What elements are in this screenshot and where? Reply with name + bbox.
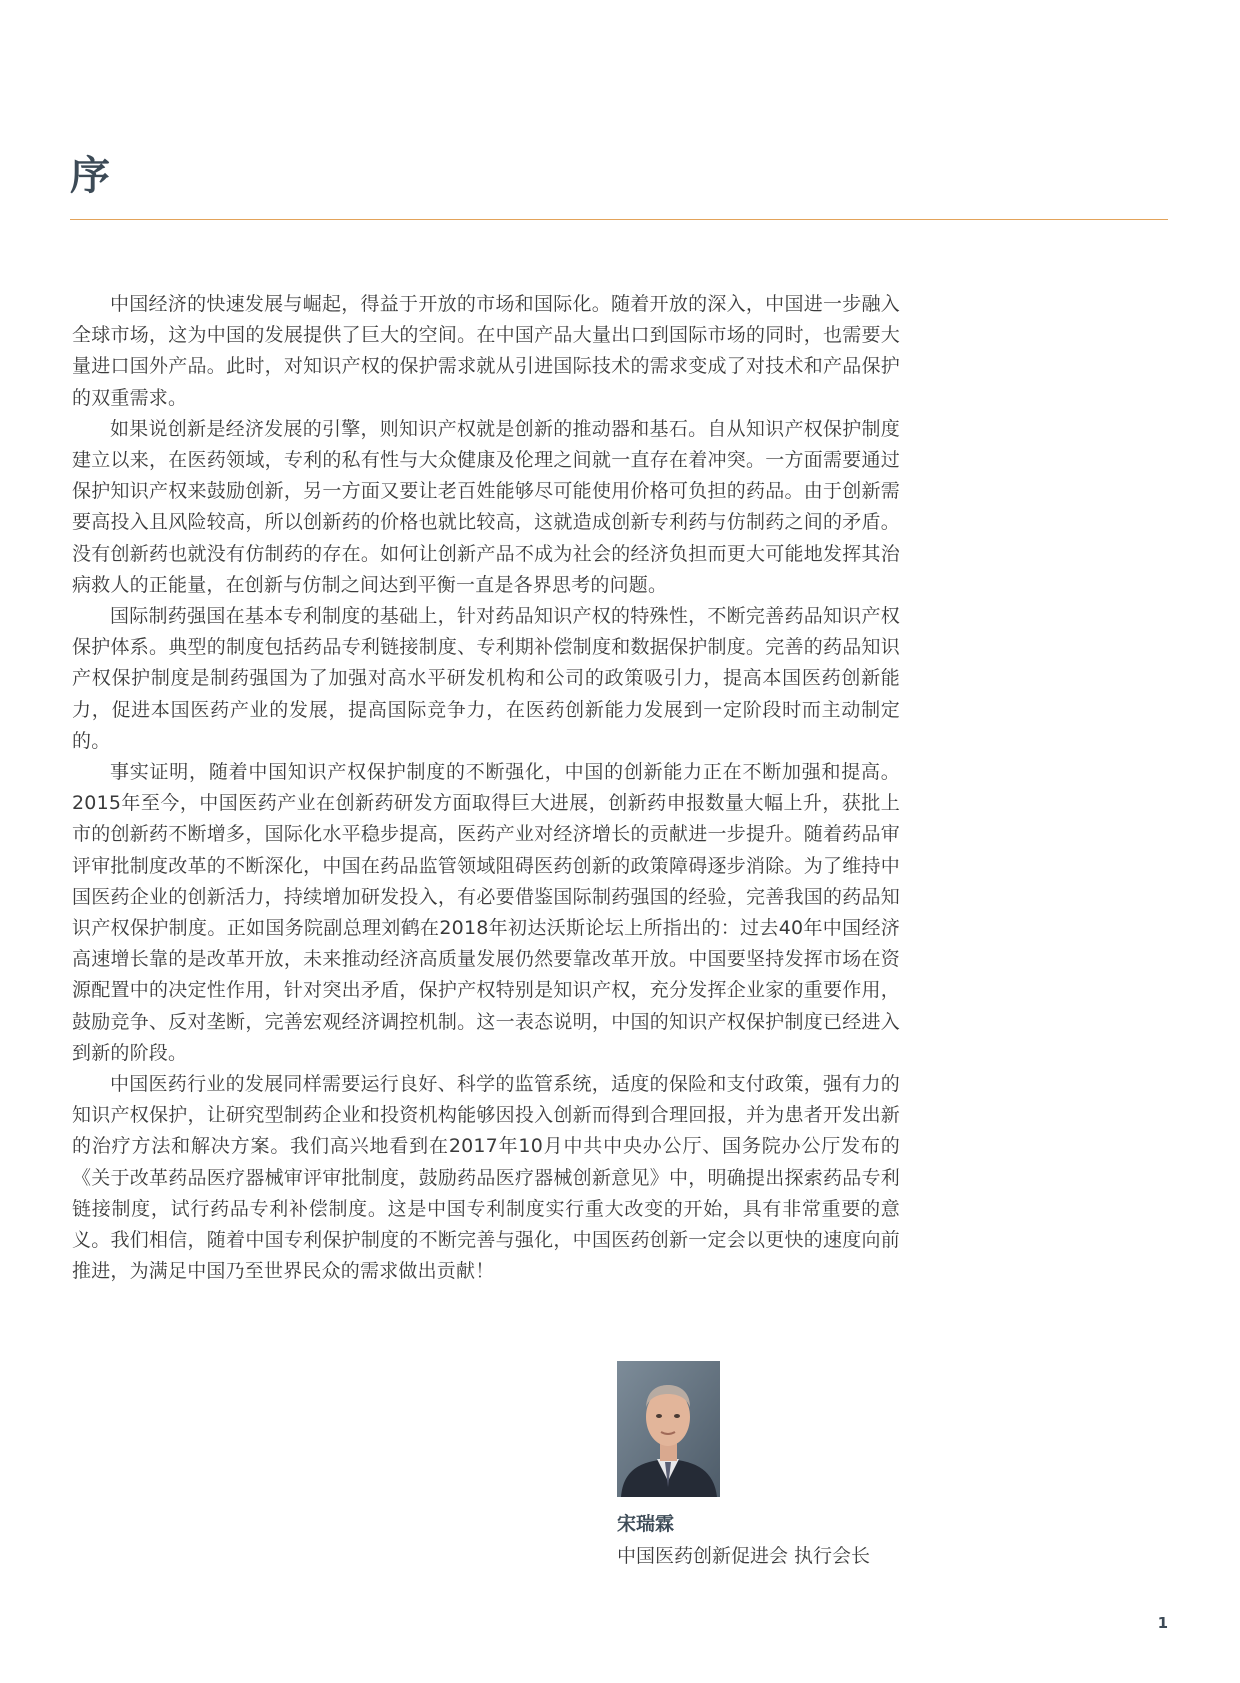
- author-portrait: [617, 1361, 720, 1497]
- author-name: 宋瑞霖: [617, 1513, 675, 1535]
- page-number: 1: [1157, 1614, 1168, 1632]
- paragraph-1: 中国经济的快速发展与崛起，得益于开放的市场和国际化。随着开放的深入，中国进一步融入全球市场，这为中国的发展提供了巨大的空间。在中国产品大量出口到国际市场的同时，也需要大量进口国外产品。此时，对知识产权的保护需求就从引进国际技术的需求变成了对技术和产品保护的双重需求。: [72, 293, 900, 409]
- author-title: 中国医药创新促进会 执行会长: [617, 1545, 871, 1567]
- preface-body: [72, 289, 900, 1288]
- paragraph-3: 国际制药强国在基本专利制度的基础上，针对药品知识产权的特殊性，不断完善药品知识产权保护体系。典型的制度包括药品专利链接制度、专利期补偿制度和数据保护制度。完善的药品知识产权保护制度是制药强国为了加强对高水平研发机构和公司的政策吸引力，提高本国医药创新能力，促进本国医药产业的发展，提高国际竞争力，在医药创新能力发展到一定阶段时而主动制定的。: [72, 605, 900, 752]
- page-title: 序: [70, 153, 110, 199]
- paragraph-5: 中国医药行业的发展同样需要运行良好、科学的监管系统，适度的保险和支付政策，强有力的知识产权保护，让研究型制药企业和投资机构能够因投入创新而得到合理回报，并为患者开发出新的治疗方法和解决方案。我们高兴地看到在2017年10月中共中央办公厅、国务院办公厅发布的《关于改革药品医疗器械审评审批制度，鼓励药品医疗器械创新意见》中，明确提出探索药品专利链接制度，试行药品专利补偿制度。这是中国专利制度实行重大改变的开始，具有非常重要的意义。我们相信，随着中国专利保护制度的不断完善与强化，中国医药创新一定会以更快的速度向前推进，为满足中国乃至世界民众的需求做出贡献！: [72, 1073, 900, 1283]
- paragraph-4: 事实证明，随着中国知识产权保护制度的不断强化，中国的创新能力正在不断加强和提高。2015年至今，中国医药产业在创新药研发方面取得巨大进展，创新药申报数量大幅上升，获批上市的创新药不断增多，国际化水平稳步提高，医药产业对经济增长的贡献进一步提升。随着药品审评审批制度改革的不断深化，中国在药品监管领域阻碍医药创新的政策障碍逐步消除。为了维持中国医药企业的创新活力，持续增加研发投入，有必要借鉴国际制药强国的经验，完善我国的药品知识产权保护制度。正如国务院副总理刘鹤在2018年初达沃斯论坛上所指出的：过去40年中国经济高速增长靠的是改革开放，未来推动经济高质量发展仍然要靠改革开放。中国要坚持发挥市场在资源配置中的决定性作用，针对突出矛盾，保护产权特别是知识产权，充分发挥企业家的重要作用，鼓励竞争、反对垄断，完善宏观经济调控机制。这一表态说明，中国的知识产权保护制度已经进入到新的阶段。: [72, 761, 900, 1064]
- title-divider: [70, 219, 1168, 220]
- paragraph-2: 如果说创新是经济发展的引擎，则知识产权就是创新的推动器和基石。自从知识产权保护制度建立以来，在医药领域，专利的私有性与大众健康及伦理之间就一直存在着冲突。一方面需要通过保护知识产权来鼓励创新，另一方面又要让老百姓能够尽可能使用价格可负担的药品。由于创新需要高投入且风险较高，所以创新药的价格也就比较高，这就造成创新专利药与仿制药之间的矛盾。没有创新药也就没有仿制药的存在。如何让创新产品不成为社会的经济负担而更大可能地发挥其治病救人的正能量，在创新与仿制之间达到平衡一直是各界思考的问题。: [72, 417, 900, 596]
